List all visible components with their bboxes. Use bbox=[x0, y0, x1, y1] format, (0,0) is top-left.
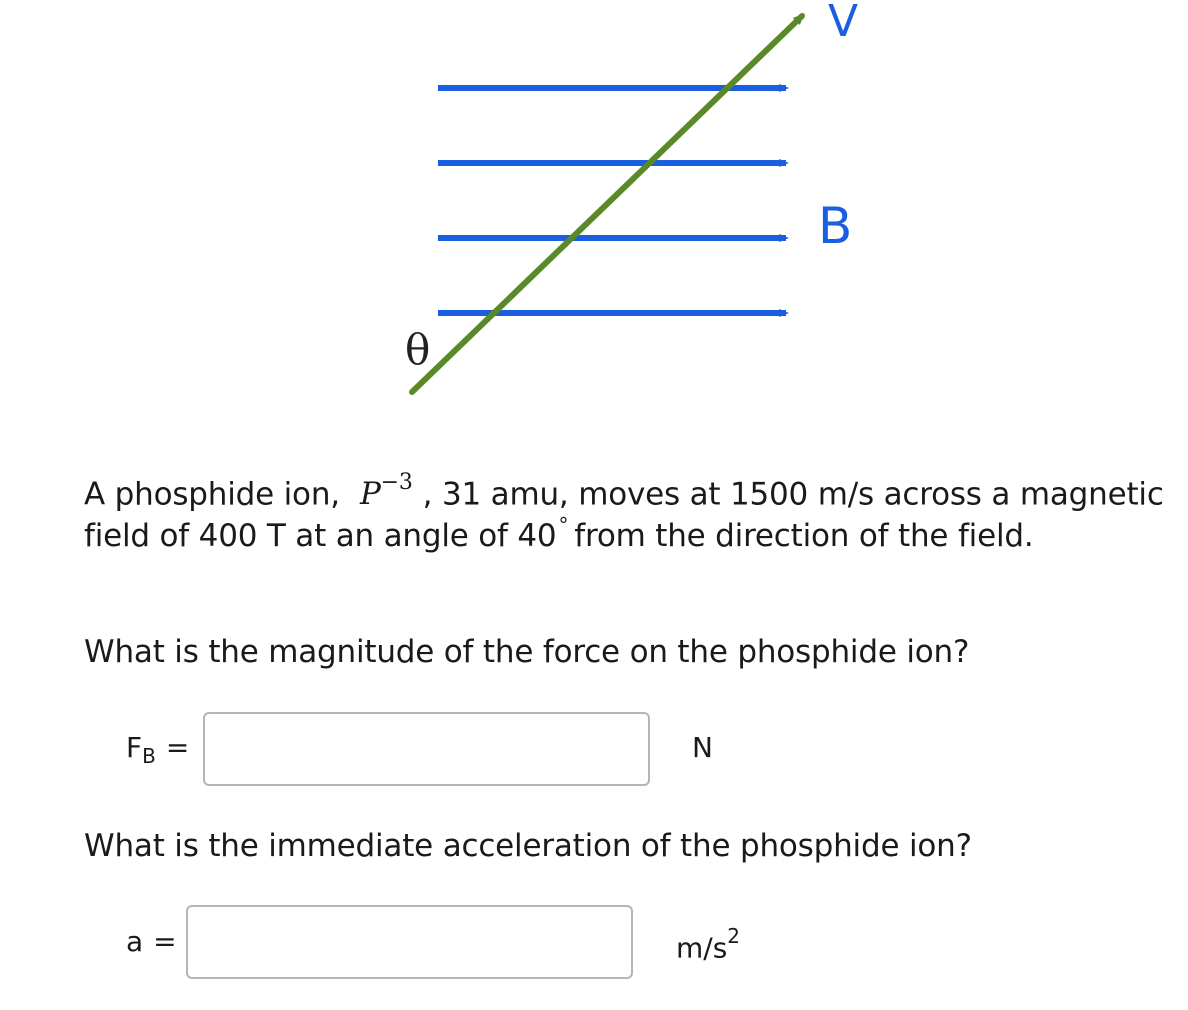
acceleration-unit bbox=[676, 920, 740, 968]
acceleration-equals: = bbox=[153, 925, 177, 958]
force-equals: = bbox=[165, 731, 190, 764]
velocity-vector bbox=[412, 16, 802, 392]
force-label-main: F bbox=[126, 731, 143, 764]
ion-symbol: P bbox=[359, 476, 381, 513]
question-force: What is the magnitude of the force on the phosphide ion? bbox=[84, 634, 970, 670]
degree-symbol: ° bbox=[558, 513, 569, 538]
ion-formula bbox=[359, 470, 413, 513]
question-acceleration: What is the immediate acceleration of the phosphide ion? bbox=[84, 828, 972, 864]
force-label-sub: B bbox=[142, 744, 156, 768]
ion-charge: −3 bbox=[380, 470, 413, 495]
magnetic-field-diagram bbox=[0, 0, 1188, 440]
velocity-label: V bbox=[828, 0, 859, 47]
acceleration-label bbox=[126, 922, 177, 962]
angle-label: θ bbox=[405, 325, 431, 374]
force-unit: N bbox=[692, 731, 713, 764]
force-answer-input[interactable] bbox=[203, 712, 650, 786]
acceleration-unit-main: m/s bbox=[676, 931, 728, 965]
force-label bbox=[126, 728, 189, 776]
problem-intro: A phosphide ion, bbox=[84, 476, 340, 513]
acceleration-unit-exponent: 2 bbox=[727, 924, 741, 948]
problem-details: , 31 amu, moves at 1500 m/s across a magnetic field of 400 T at an angle of 40 bbox=[84, 476, 1164, 555]
field-label: B bbox=[818, 197, 853, 255]
problem-ending: from the direction of the field. bbox=[574, 518, 1034, 555]
acceleration-answer-input[interactable] bbox=[186, 905, 633, 979]
problem-statement bbox=[84, 466, 1184, 560]
acceleration-label-main: a bbox=[126, 925, 144, 958]
